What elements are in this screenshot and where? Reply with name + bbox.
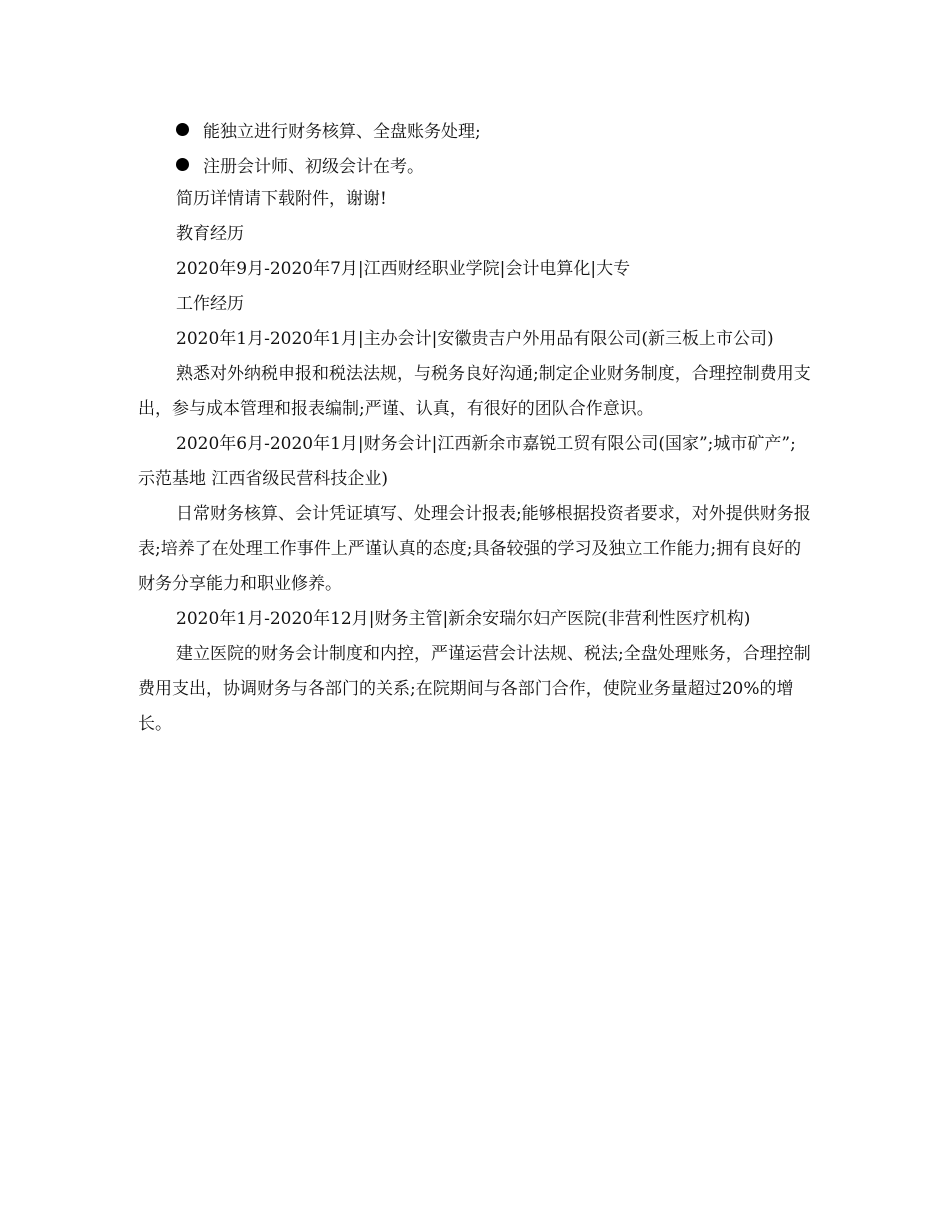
- bullet-item: [138, 112, 812, 147]
- job-description: 日常财务核算、会计凭证填写、处理会计报表;能够根据投资者要求，对外提供财务报表;培养了在处理工作事件上严谨认真的态度;具备较强的学习及独立工作能力;拥有良好的财务分享能力和职业修养。: [138, 504, 811, 594]
- work-heading: 工作经历: [176, 294, 244, 314]
- job-title-line: 2020年1月-2020年12月|财务主管|新余安瑞尔妇产医院(非营利性医疗机构): [176, 609, 751, 629]
- bullet-text: 能独立进行财务核算、全盘账务处理;: [203, 122, 481, 142]
- bullet-text: 注册会计师、初级会计在考。: [203, 157, 424, 177]
- job-description: 熟悉对外纳税申报和税法法规，与税务良好沟通;制定企业财务制度，合理控制费用支出，参与成本管理和报表编制;严谨、认真，有很好的团队合作意识。: [138, 364, 811, 419]
- job-title-line: 2020年6月-2020年1月|财务会计|江西新余市嘉锐工贸有限公司(国家”;城市矿产”;示范基地 江西省级民营科技企业): [138, 434, 796, 489]
- bullet-item: [138, 147, 812, 182]
- education-entry: 2020年9月-2020年7月|江西财经职业学院|会计电算化|大专: [176, 259, 631, 279]
- job-description: 建立医院的财务会计制度和内控，严谨运营会计法规、税法;全盘处理账务，合理控制费用支出，协调财务与各部门的关系;在院期间与各部门合作，使院业务量超过20%的增长。: [138, 644, 811, 734]
- bullet-dot-icon: [176, 123, 189, 136]
- job-title-line: 2020年1月-2020年1月|主办会计|安徽贵吉户外用品有限公司(新三板上市公司): [176, 329, 774, 349]
- bullet-dot-icon: [176, 158, 189, 171]
- document-body: [138, 112, 812, 742]
- resume-note: 简历详情请下载附件，谢谢!: [176, 189, 387, 209]
- education-heading: 教育经历: [176, 224, 244, 244]
